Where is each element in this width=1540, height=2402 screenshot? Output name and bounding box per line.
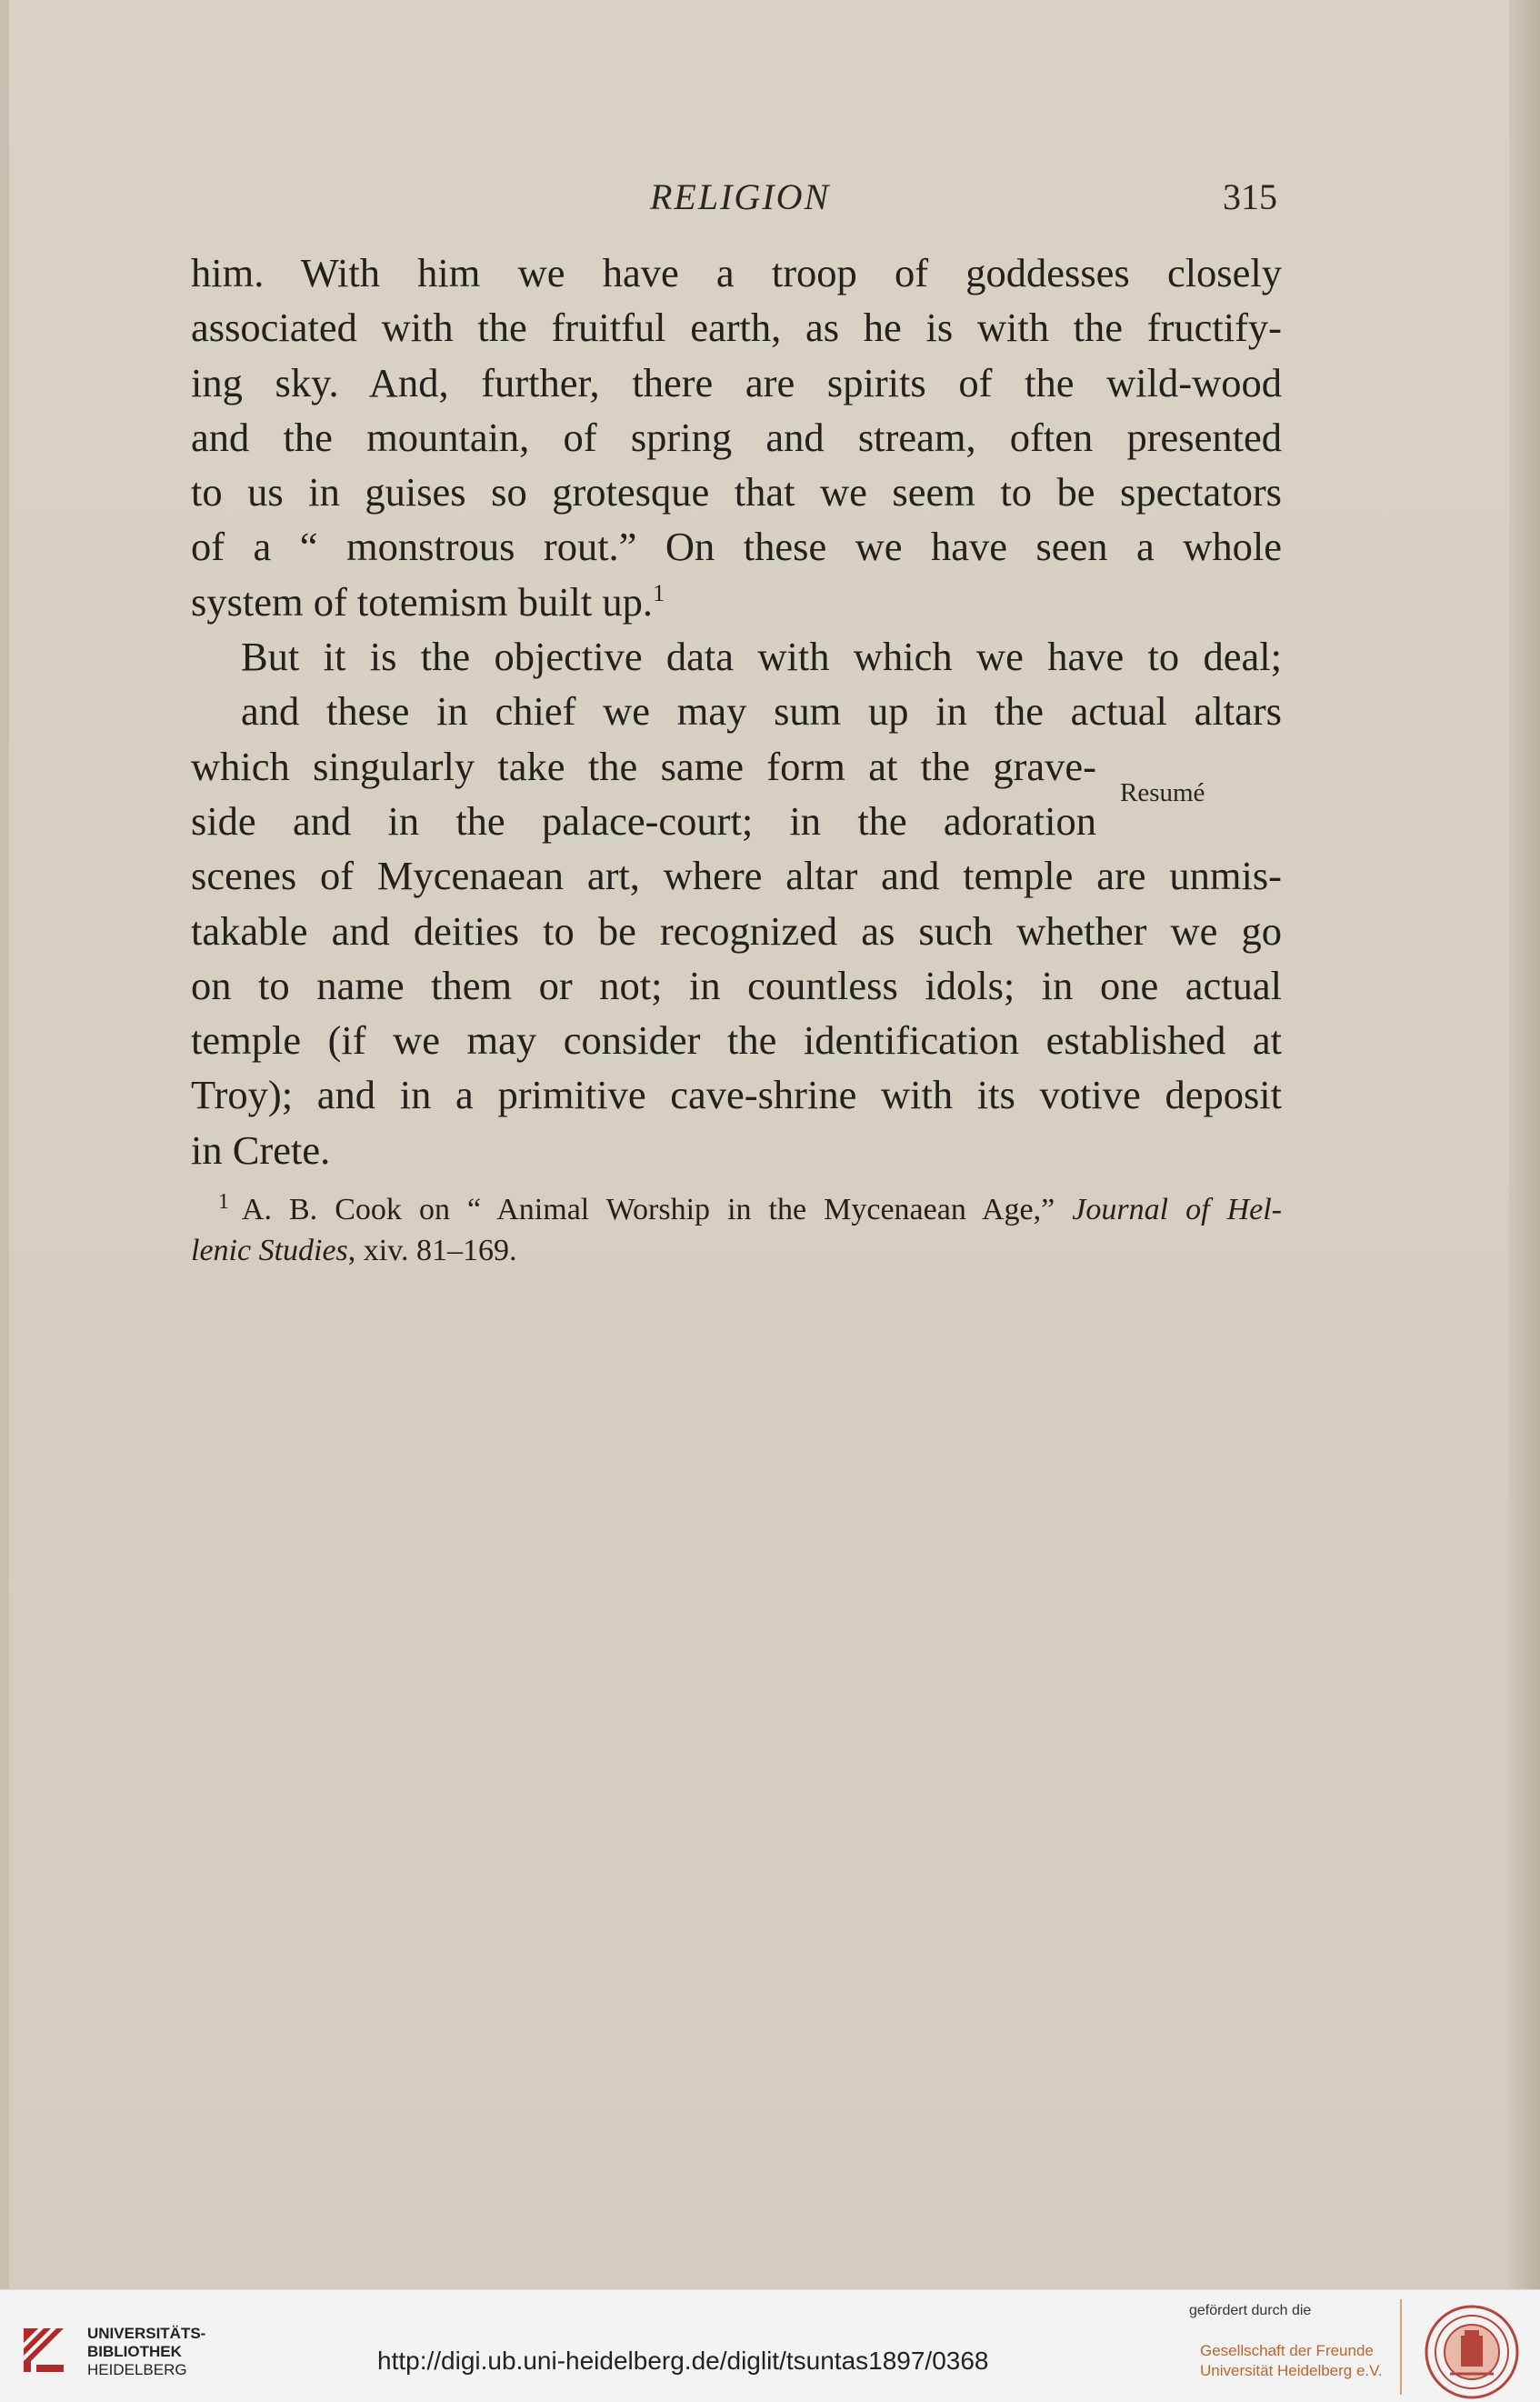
paragraph-2 — [191, 629, 1282, 1177]
running-title: RELIGION — [650, 176, 831, 217]
text-line: But it is the objective data with which we have to deal; — [241, 634, 1282, 680]
footnote-reference: 1 — [653, 578, 665, 606]
footer-bar — [0, 2289, 1540, 2402]
divider — [1400, 2299, 1402, 2395]
library-name — [87, 2325, 205, 2379]
footnote-journal: Journal of Hel- — [1072, 1193, 1282, 1226]
text-line: on to name them or not; in countless idols; in one actual — [191, 962, 1282, 1008]
library-line: BIBLIOTHEK — [87, 2343, 182, 2360]
library-line: HEIDELBERG — [87, 2361, 187, 2378]
footnote-line — [191, 1189, 1282, 1230]
text-line: side and in the palace-court; in the adoration — [191, 797, 1096, 844]
sponsor-line: Gesellschaft der Freunde — [1200, 2342, 1374, 2359]
text-line: temple (if we may consider the identification established at — [191, 1017, 1282, 1064]
text-line: to us in guises so grotesque that we seem to be spectators — [191, 469, 1282, 515]
library-logo-icon — [20, 2325, 67, 2376]
text-line-content: system of totemism built up. — [191, 578, 654, 625]
footnote-marker: 1 — [218, 1189, 229, 1214]
sponsor-line: Universität Heidelberg e.V. — [1200, 2362, 1383, 2379]
footnote-text: , xiv. 81–169. — [347, 1234, 517, 1267]
footnote-text: A. B. Cook on “ Animal Worship in the Mycenaean Age,” — [241, 1193, 1055, 1226]
paragraph-1 — [191, 245, 1282, 629]
page-header — [191, 175, 1277, 225]
footnote-journal: lenic Studies — [191, 1234, 348, 1267]
text-line: takable and deities to be recognized as such whether we go — [191, 907, 1282, 954]
footnote-line — [191, 1230, 1282, 1271]
text-line: associated with the fruitful earth, as he is with the fructify- — [191, 305, 1282, 351]
text-line: which singularly take the same form at the grave- — [191, 743, 1096, 789]
footnote — [191, 1189, 1282, 1271]
text-line: and the mountain, of spring and stream, often presented — [191, 414, 1282, 460]
university-seal-icon — [1423, 2303, 1521, 2401]
page-number: 315 — [1223, 176, 1277, 217]
text-line — [191, 575, 1282, 629]
sponsor-label: gefördert durch die — [1189, 2303, 1312, 2318]
permalink-url[interactable]: http://digi.ub.uni-heidelberg.de/diglit/tsuntas1897/0368 — [377, 2347, 989, 2375]
sponsor-name — [1200, 2341, 1383, 2381]
text-line: in Crete. — [191, 1126, 331, 1173]
text-line: of a “ monstrous rout.” On these we have seen a whole — [191, 524, 1282, 570]
text-line: scenes of Mycenaean art, where altar and temple are unmis- — [191, 853, 1282, 899]
text-line: and these in chief we may sum up in the actual altars — [241, 688, 1282, 735]
text-line: ing sky. And, further, there are spirits of the wild-wood — [191, 359, 1282, 405]
library-line: UNIVERSITÄTS- — [87, 2325, 206, 2342]
margin-note: Resumé — [1120, 778, 1205, 807]
body-text — [191, 245, 1282, 1177]
text-line: him. With him we have a troop of goddesses closely — [191, 250, 1282, 295]
text-line: Troy); and in a primitive cave-shrine with its votive deposit — [191, 1072, 1282, 1118]
